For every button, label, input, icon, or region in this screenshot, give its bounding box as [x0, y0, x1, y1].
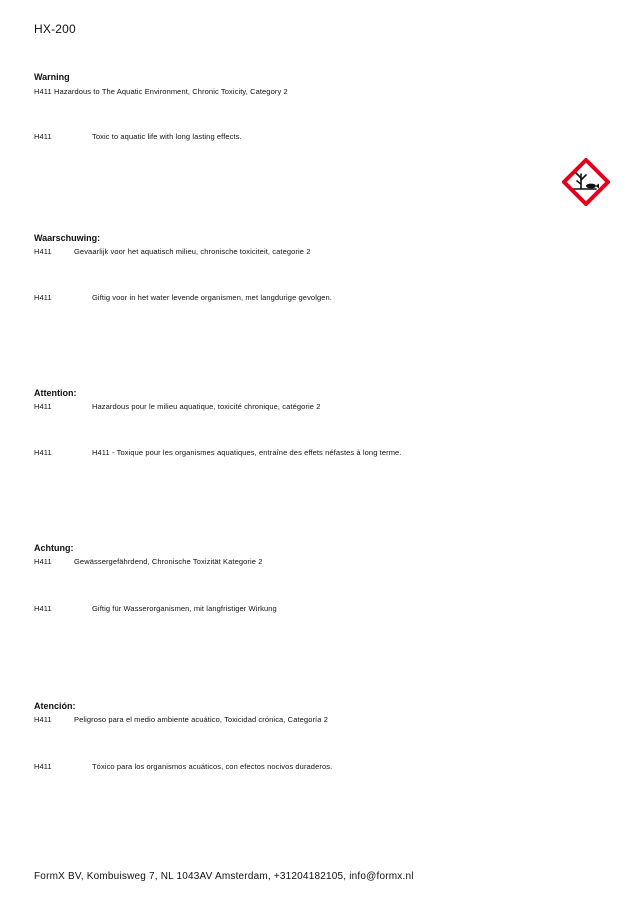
classification-en: H411 Hazardous to The Aquatic Environment, Chronic Toxicity, Category 2 [34, 87, 288, 96]
statement-code-nl: H411 [34, 293, 52, 302]
section-heading-de: Achtung: [34, 543, 74, 553]
statement-code-fr: H411 [34, 448, 52, 457]
section-heading-en: Warning [34, 72, 70, 82]
section-heading-fr: Attention: [34, 388, 77, 398]
classification-code-nl: H411 [34, 247, 52, 256]
product-title: HX-200 [34, 22, 76, 36]
classification-code-es: H411 [34, 715, 52, 724]
statement-code-en: H411 [34, 132, 52, 141]
classification-es: Peligroso para el medio ambiente acuático, Toxicidad crónica, Categoría 2 [74, 715, 328, 724]
footer-contact: FormX BV, Kombuisweg 7, NL 1043AV Amsterdam, +31204182105, info@formx.nl [34, 871, 414, 882]
classification-code-fr: H411 [34, 402, 52, 411]
classification-fr: Hazardous pour le milieu aquatique, toxicité chronique, catégorie 2 [92, 402, 321, 411]
statement-fr: H411 - Toxique pour les organismes aquatiques, entraîne des effets néfastes à long terme. [92, 448, 402, 457]
classification-code-de: H411 [34, 557, 52, 566]
statement-code-de: H411 [34, 604, 52, 613]
environment-hazard-icon [562, 158, 610, 206]
statement-en: Toxic to aquatic life with long lasting effects. [92, 132, 242, 141]
classification-de: Gewässergefährdend, Chronische Toxizität Kategorie 2 [74, 557, 263, 566]
statement-nl: Giftig voor in het water levende organismen, met langdurige gevolgen. [92, 293, 332, 302]
section-heading-nl: Waarschuwing: [34, 233, 101, 243]
statement-es: Tóxico para los organismos acuáticos, con efectos nocivos duraderos. [92, 762, 333, 771]
statement-de: Giftig für Wasserorganismen, mit langfristiger Wirkung [92, 604, 277, 613]
classification-nl: Gevaarlijk voor het aquatisch milieu, chronische toxiciteit, categorie 2 [74, 247, 311, 256]
statement-code-es: H411 [34, 762, 52, 771]
section-heading-es: Atención: [34, 701, 76, 711]
